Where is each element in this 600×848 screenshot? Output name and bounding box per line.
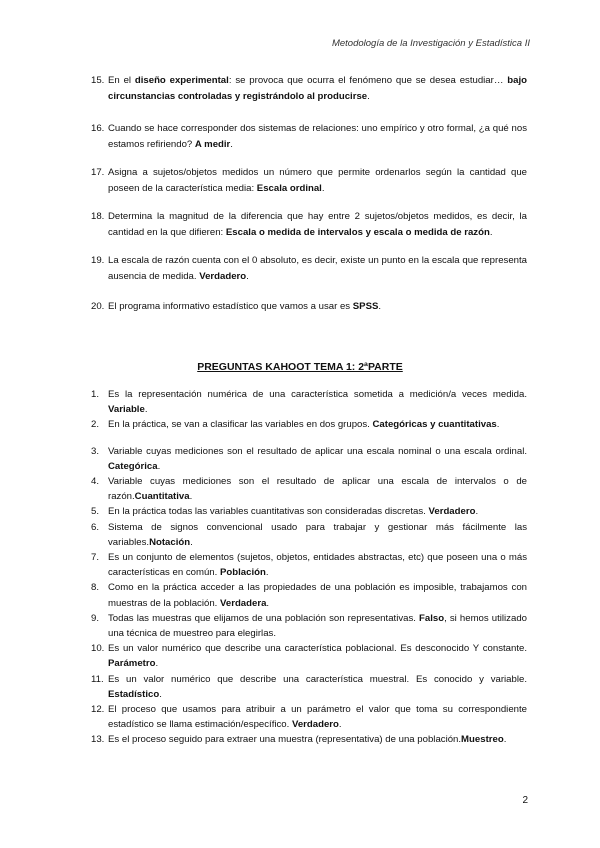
- answer-text: Escala ordinal: [256, 183, 322, 194]
- key-term: diseño experimental: [134, 75, 229, 86]
- answer-end: .: [159, 688, 162, 700]
- question-number: 12.: [91, 704, 105, 716]
- list-item: [91, 387, 527, 417]
- answer-text: Población: [219, 567, 266, 579]
- answer-text: Notación: [149, 536, 191, 548]
- answer-end: .: [265, 567, 269, 579]
- question-number: 2.: [91, 419, 100, 431]
- question-text: En la práctica todas las variables cuantitativas son consideradas discretas.: [108, 506, 429, 518]
- list-item: [91, 474, 527, 504]
- list-item: [91, 611, 527, 641]
- kahoot-question-list: [91, 387, 527, 748]
- question-17: [91, 165, 527, 197]
- answer-end: .: [367, 91, 370, 102]
- answer-end: .: [321, 183, 325, 194]
- question-number: 20.: [91, 301, 105, 312]
- question-text: Variable cuyas mediciones son el resultado de aplicar una escala nominal o una escala ordinal.: [108, 445, 527, 457]
- question-number: 7.: [91, 552, 100, 564]
- answer-end: .: [475, 506, 479, 518]
- answer-text: Categórica: [108, 460, 158, 472]
- answer-text: Variable: [108, 404, 145, 416]
- answer-end: .: [266, 597, 270, 609]
- list-item: [91, 417, 527, 432]
- list-item: [91, 732, 527, 747]
- answer-text: Cuantitativa: [134, 491, 190, 503]
- answer-text: Estadístico: [108, 688, 160, 700]
- answer-text: A medir: [194, 139, 231, 150]
- question-16: [91, 121, 527, 153]
- question-number: 8.: [91, 582, 100, 594]
- answer-text: Verdadero: [199, 271, 247, 282]
- list-item: [91, 504, 527, 519]
- question-number: 15.: [91, 75, 105, 86]
- answer-text: Muestreo: [461, 734, 504, 746]
- page-number: 2: [522, 795, 528, 806]
- list-item: [91, 672, 527, 702]
- question-text: Es un conjunto de elementos (sujetos, objetos, entidades abstractas, etc) que poseen una o más características en común.: [108, 552, 527, 579]
- question-number: 5.: [91, 506, 100, 518]
- question-18: [91, 209, 527, 241]
- question-text: El programa informativo estadístico que vamos a usar es: [108, 301, 353, 312]
- answer-end: .: [190, 536, 193, 548]
- question-number: 17.: [91, 167, 105, 178]
- question-number: 3.: [91, 445, 100, 457]
- answer-text: Categóricas y cuantitativas: [372, 419, 497, 431]
- answer-text: Verdadero: [428, 506, 476, 518]
- list-item: [91, 641, 527, 671]
- question-number: 1.: [91, 389, 100, 400]
- answer-end: .: [157, 460, 161, 472]
- answer-text: Falso: [419, 612, 445, 624]
- list-item: [91, 580, 527, 610]
- answer-end: , si hemos utilizado una técnica de muestreo para elegirlas.: [108, 612, 527, 640]
- question-text: Es la representación numérica de una característica sometida a medición/a veces medida.: [108, 389, 527, 400]
- question-text: Todas las muestras que elijamos de una población son representativas.: [108, 612, 420, 624]
- question-text: En el: [108, 75, 135, 86]
- answer-end: .: [338, 719, 342, 731]
- question-text: La escala de razón cuenta con el 0 absoluto, es decir, existe un punto en la escala que representa ausencia de medida.: [108, 255, 527, 282]
- question-number: 16.: [91, 123, 105, 134]
- question-text: Sistema de signos convencional usado para trabajar y gestionar más fácilmente las variables.: [108, 521, 527, 548]
- question-text: Es un valor numérico que describe una característica muestral. Es conocido y variable.: [108, 673, 527, 685]
- question-number: 19.: [91, 255, 105, 266]
- answer-end: .: [378, 301, 382, 312]
- question-number: 11.: [91, 673, 104, 685]
- question-number: 18.: [91, 211, 105, 222]
- question-number: 4.: [91, 476, 100, 488]
- answer-text: Verdadero: [291, 719, 339, 731]
- section-title: PREGUNTAS KAHOOT TEMA 1: 2ªPARTE: [197, 361, 403, 373]
- answer-end: .: [496, 419, 500, 431]
- answer-end: .: [155, 658, 159, 670]
- answer-text: Parámetro: [108, 658, 156, 670]
- answer-end: .: [503, 734, 507, 746]
- question-number: 10.: [91, 643, 105, 655]
- question-text: : se provoca que ocurra el fenómeno que se desea estudiar…: [228, 75, 508, 86]
- question-number: 13.: [91, 734, 105, 746]
- question-number: 9.: [91, 612, 100, 624]
- question-19: [91, 253, 527, 285]
- list-item: [91, 702, 527, 732]
- question-15: [91, 73, 527, 105]
- question-text: En la práctica, se van a clasificar las variables en dos grupos.: [108, 419, 373, 431]
- running-header: Metodología de la Investigación y Estadística II: [331, 38, 530, 49]
- answer-end: .: [189, 491, 193, 503]
- question-text: El proceso que usamos para atribuir a un parámetro el valor que toma su correspondiente estadístico se llama estimación/específico.: [108, 704, 527, 731]
- question-number: 6.: [91, 521, 100, 533]
- question-text: Asigna a sujetos/objetos medidos un número que permite ordenarlos según la cantidad que poseen de la característica media:: [108, 167, 527, 194]
- answer-text: Escala o medida de intervalos y escala o medida de razón: [225, 227, 490, 238]
- question-text: Variable cuyas mediciones son el resultado de aplicar una escala de intervalos o de razón.: [108, 476, 527, 503]
- list-item: [91, 520, 527, 550]
- list-item: [91, 550, 527, 580]
- answer-end: .: [230, 139, 233, 150]
- answer-text: SPSS: [352, 301, 379, 312]
- question-text: Es el proceso seguido para extraer una muestra (representativa) de una población.: [108, 734, 462, 746]
- question-text: Como en la práctica acceder a las propiedades de una población es imposible, trabajamos con muestras de la población.: [108, 582, 527, 609]
- answer-end: .: [246, 271, 249, 282]
- list-item: [91, 444, 527, 474]
- answer-text: Verdadera: [220, 597, 267, 609]
- question-text: Es un valor numérico que describe una característica poblacional. Es desconocido Y constante.: [108, 643, 527, 655]
- answer-text: bajo circunstancias controladas y registrándolo al producirse: [108, 75, 527, 102]
- question-text: Determina la magnitud de la diferencia que hay entre 2 sujetos/objetos medidos, es decir, la cantidad en la que difieren:: [108, 211, 527, 238]
- answer-end: .: [489, 227, 493, 238]
- question-20: [91, 299, 527, 315]
- question-text: Cuando se hace corresponder dos sistemas de relaciones: uno empírico y otro formal, ¿a qué nos estamos refiriendo?: [108, 123, 527, 150]
- answer-end: .: [144, 404, 148, 416]
